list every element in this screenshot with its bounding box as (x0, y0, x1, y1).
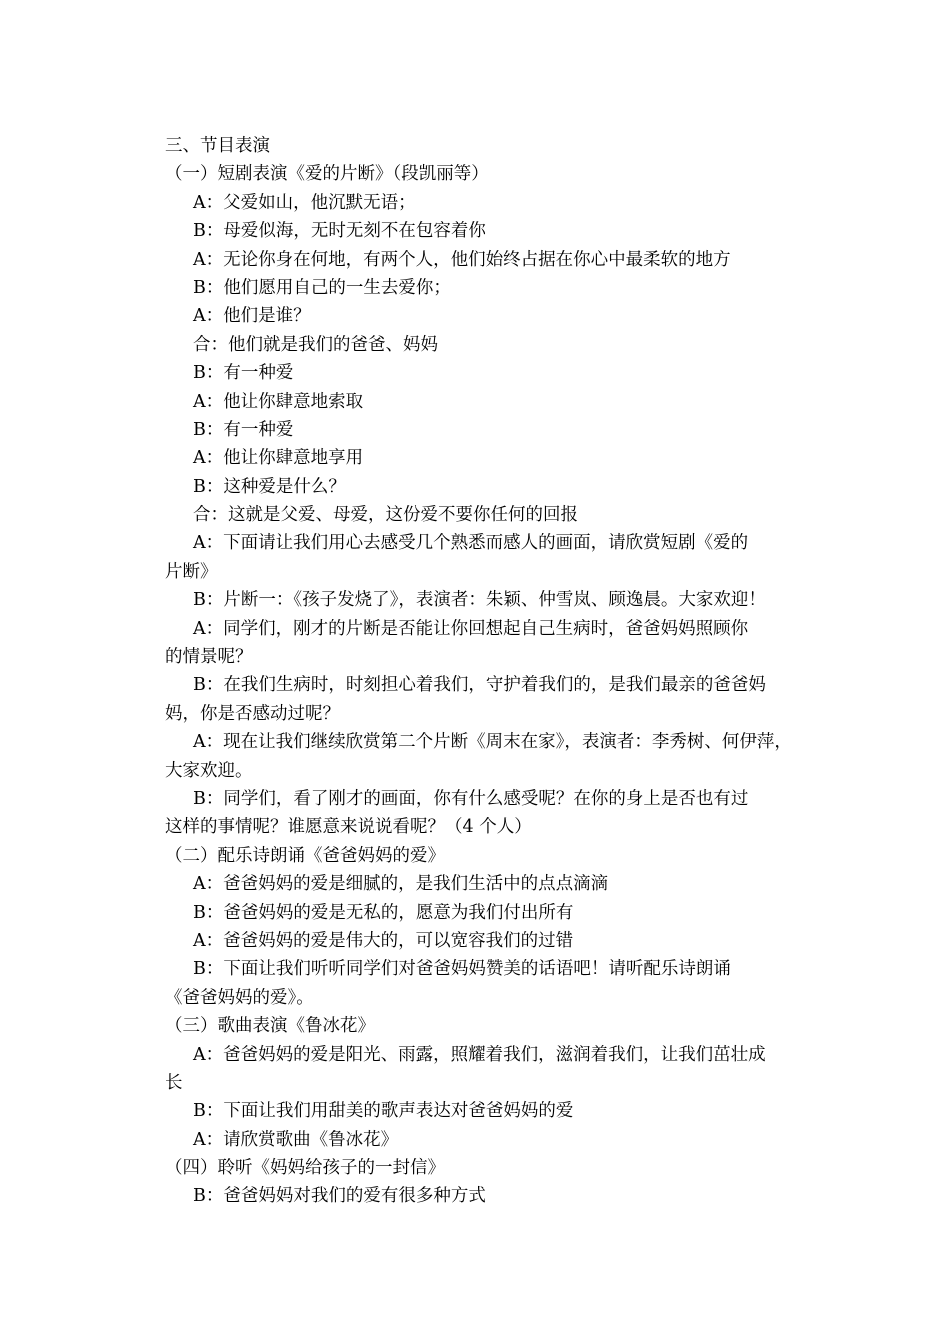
dialogue-paragraph-continuation: 这样的事情呢？谁愿意来说说看呢？（4 个人） (165, 817, 532, 838)
dialogue-paragraph-first-line: A：爸爸妈妈的爱是阳光、雨露，照耀着我们，滋润着我们，让我们茁壮成 (193, 1044, 766, 1065)
dialogue-line: A：爸爸妈妈的爱是细腻的，是我们生活中的点点滴滴 (193, 874, 609, 895)
dialogue-paragraph (165, 615, 805, 672)
dialogue-paragraph-first-line: B：在我们生病时，时刻担心着我们，守护着我们的，是我们最亲的爸爸妈 (193, 675, 766, 696)
document-body (165, 132, 805, 1211)
subsection-title: （一）短剧表演《爱的片断》（段凯丽等） (165, 164, 489, 185)
dialogue-paragraph-first-line: B：下面让我们听听同学们对爸爸妈妈赞美的话语吧！请听配乐诗朗诵 (193, 959, 731, 980)
dialogue-paragraph-first-line: B：同学们，看了刚才的画面，你有什么感受呢？在你的身上是否也有过 (193, 788, 749, 809)
dialogue-line: A：他让你肆意地索取 (193, 391, 364, 412)
dialogue-line: B：爸爸妈妈对我们的爱有很多种方式 (193, 1186, 486, 1207)
dialogue-paragraph (165, 955, 805, 1012)
dialogue-paragraph-first-line: A：下面请让我们用心去感受几个熟悉而感人的画面，请欣赏短剧《爱的 (193, 533, 749, 554)
dialogue-line: B：母爱似海，无时无刻不在包容着你 (193, 221, 486, 242)
dialogue-line: A：父爱如山，他沉默无语； (193, 192, 416, 213)
dialogue-paragraph-continuation: 妈，你是否感动过呢？ (165, 703, 340, 724)
subsection-title: （三）歌曲表演《鲁冰花》 (165, 1016, 375, 1037)
dialogue-line: 合：他们就是我们的爸爸、妈妈 (193, 334, 438, 355)
dialogue-line: B：爸爸妈妈的爱是无私的，愿意为我们付出所有 (193, 902, 574, 923)
dialogue-paragraph-continuation: 《爸爸妈妈的爱》。 (165, 987, 314, 1008)
dialogue-line: A：他们是谁？ (193, 306, 311, 327)
dialogue-paragraph (165, 529, 805, 586)
subsection-title: （四）聆听《妈妈给孩子的一封信》 (165, 1158, 445, 1179)
dialogue-paragraph-first-line: A：同学们，刚才的片断是否能让你回想起自己生病时，爸爸妈妈照顾你 (193, 618, 749, 639)
dialogue-line: 合：这就是父爱、母爱，这份爱不要你任何的回报 (193, 505, 578, 526)
dialogue-line: B：他们愿用自己的一生去爱你； (193, 277, 451, 298)
dialogue-paragraph (165, 1041, 805, 1098)
dialogue-paragraph (165, 785, 805, 842)
subsection-title: （二）配乐诗朗诵《爸爸妈妈的爱》 (165, 845, 445, 866)
dialogue-paragraph-first-line: A：现在让我们继续欣赏第二个片断《周末在家》，表演者：李秀树、何伊萍， (193, 732, 792, 753)
dialogue-paragraph-continuation: 的情景呢？ (165, 647, 253, 668)
dialogue-line: A：他让你肆意地享用 (193, 448, 364, 469)
dialogue-line: B：片断一：《孩子发烧了》，表演者：朱颖、仲雪岚、顾逸晨。大家欢迎！ (193, 590, 766, 611)
dialogue-paragraph (165, 671, 805, 728)
dialogue-line: A：爸爸妈妈的爱是伟大的，可以宽容我们的过错 (193, 930, 574, 951)
dialogue-paragraph-continuation: 长 (165, 1072, 183, 1093)
dialogue-line: B：有一种爱 (193, 363, 294, 384)
dialogue-line: A：请欣赏歌曲《鲁冰花》 (193, 1129, 399, 1150)
dialogue-line: B：这种爱是什么？ (193, 476, 346, 497)
dialogue-line: B：下面让我们用甜美的歌声表达对爸爸妈妈的爱 (193, 1101, 574, 1122)
dialogue-paragraph (165, 728, 805, 785)
section-heading: 三、节目表演 (165, 136, 270, 156)
dialogue-paragraph-continuation: 大家欢迎。 (165, 760, 253, 781)
dialogue-line: B：有一种爱 (193, 419, 294, 440)
dialogue-paragraph-continuation: 片断》 (165, 561, 218, 582)
dialogue-line: A：无论你身在何地，有两个人，他们始终占据在你心中最柔软的地方 (193, 249, 731, 270)
document-blocks (165, 160, 805, 1210)
